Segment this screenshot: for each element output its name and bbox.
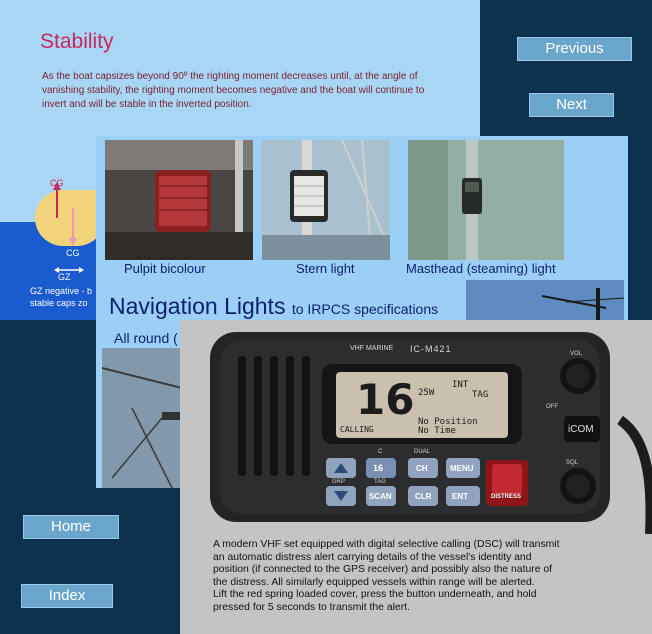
sql-label: SQL	[566, 460, 579, 466]
vhf-description-line: an automatic distress alert carrying details of the vessel's identity and	[213, 551, 532, 563]
vhf-description-line: pressed for 5 seconds to transmit the alert.	[213, 601, 410, 613]
btn-clr[interactable]: CLR	[415, 492, 432, 501]
btn-16[interactable]: 16	[373, 463, 384, 473]
previous-button[interactable]: Previous	[517, 37, 632, 61]
btn-ch[interactable]: CH	[416, 464, 428, 473]
all-round-caption: All round (	[114, 330, 178, 346]
vhf-description	[213, 539, 618, 615]
off-label: OFF	[546, 404, 558, 410]
navigation-lights-title	[109, 293, 438, 320]
home-button[interactable]: Home	[23, 515, 119, 539]
all-round-light-photo	[102, 348, 182, 488]
index-button[interactable]: Index	[21, 584, 113, 608]
stability-caption-line2: stable caps zo	[30, 298, 88, 308]
btn-menu[interactable]: MENU	[450, 464, 474, 473]
icom-logo: iCOM	[568, 424, 594, 435]
lcd-int: INT	[452, 380, 469, 390]
cg-label-bottom: CG	[66, 248, 80, 258]
lcd-no-time: No Time	[418, 426, 456, 436]
lcd-channel: 16	[356, 375, 415, 424]
btn-distress[interactable]: DISTRESS	[491, 494, 522, 500]
stern-light-photo	[262, 140, 390, 260]
key-dual-label: DUAL	[414, 449, 431, 455]
stability-title: Stability	[40, 30, 114, 53]
stability-caption-line1: GZ negative - b	[30, 286, 93, 296]
cg-label-top: CG	[50, 178, 64, 188]
lcd-tag: TAG	[472, 390, 489, 400]
stability-description: As the boat capsizes beyond 90º the righting moment decreases until, at the angle of vanishing stability, the righting moment becomes negative and the boat will continue to invert and will be stable in the inverted position.	[42, 71, 425, 110]
key-tag-label: TAG	[374, 479, 386, 485]
masthead-light-photo	[408, 140, 564, 260]
vol-label: VOL	[570, 351, 583, 357]
key-grp-label: GRP	[332, 479, 346, 485]
vhf-description-line: Lift the red spring loaded cover, press the button underneath, and hold	[213, 589, 537, 601]
vhf-model-label: IC-M421	[410, 344, 452, 354]
gz-label: GZ	[58, 272, 71, 282]
caption-masthead-light: Masthead (steaming) light	[406, 261, 556, 276]
navigation-lights-heading: Navigation Lights	[109, 293, 286, 319]
mast-instruments-photo	[466, 280, 624, 320]
pulpit-bicolour-photo	[105, 140, 253, 260]
vhf-description-line: position (if connected to the GPS receiver) and possibly also the nature of	[213, 564, 553, 576]
caption-pulpit-bicolour: Pulpit bicolour	[124, 261, 206, 276]
btn-ent[interactable]: ENT	[452, 492, 468, 501]
btn-scan[interactable]: SCAN	[369, 492, 392, 501]
key-c-label: C	[378, 449, 383, 455]
lcd-power: 25W	[418, 388, 435, 398]
lcd-no-position: No Position	[418, 417, 478, 427]
navigation-lights-subtitle: to IRPCS specifications	[291, 301, 439, 317]
caption-stern-light: Stern light	[296, 261, 355, 276]
vhf-description-line: the distress. All similarly equipped vessels within range will be alerted.	[213, 576, 535, 588]
vhf-description-line: A modern VHF set equipped with digital selective calling (DSC) will transmit	[213, 539, 560, 550]
lcd-calling: CALLING	[340, 425, 374, 434]
vhf-brand-label: VHF MARINE	[350, 345, 394, 352]
vhf-dsc-panel	[180, 320, 652, 634]
next-button[interactable]: Next	[529, 93, 614, 117]
